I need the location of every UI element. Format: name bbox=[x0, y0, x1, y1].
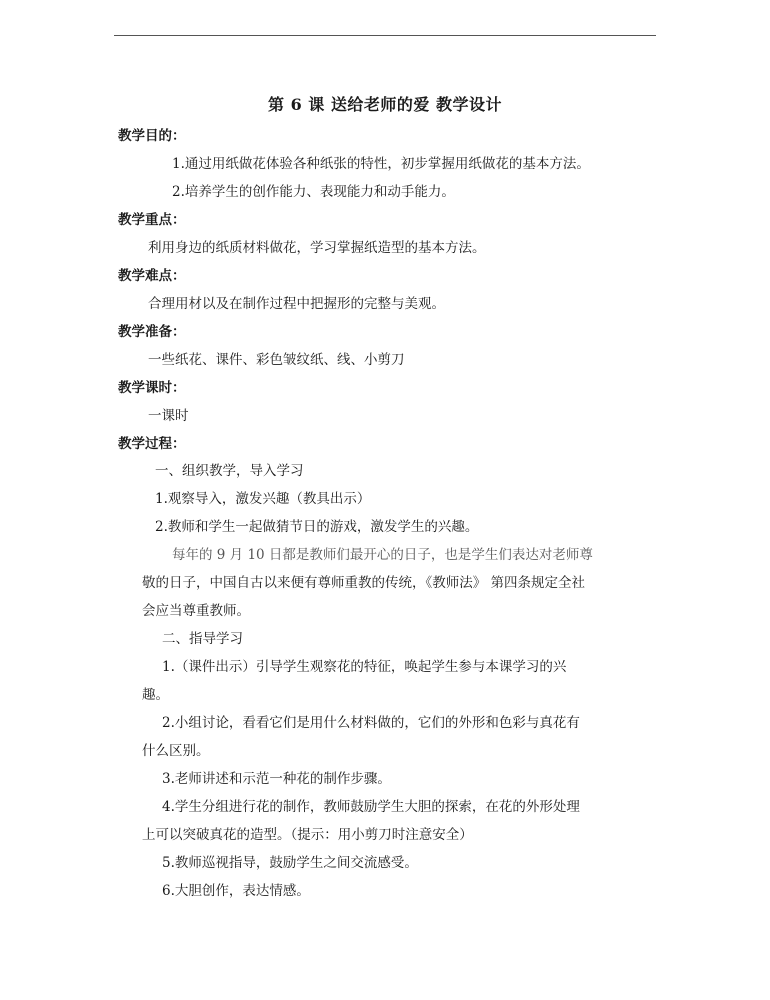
document-title: 第 6 课 送给老师的爱 教学设计 bbox=[268, 95, 502, 114]
section-2-title: 二、指导学习 bbox=[162, 631, 243, 647]
preparation-heading: 教学准备： bbox=[118, 324, 186, 340]
objectives-heading: 教学目的： bbox=[118, 128, 186, 144]
difficulties-text: 合理用材以及在制作过程中把握形的完整与美观。 bbox=[148, 296, 445, 312]
section-2-item-5: 5.教师巡视指导，鼓励学生之间交流感受。 bbox=[162, 855, 418, 871]
section-2-item-6: 6.大胆创作，表达情感。 bbox=[162, 883, 310, 899]
key-points-heading: 教学重点： bbox=[118, 212, 186, 228]
section-1-item-1: 1.观察导入，激发兴趣（教具出示） bbox=[155, 491, 371, 507]
section-2-item-4-line-1: 4.学生分组进行花的制作，教师鼓励学生大胆的探索，在花的外形处理 bbox=[162, 799, 580, 815]
objective-item-2: 2.培养学生的创作能力、表现能力和动手能力。 bbox=[172, 184, 455, 200]
difficulties-heading: 教学难点： bbox=[118, 268, 186, 284]
duration-text: 一课时 bbox=[148, 408, 189, 424]
key-points-text: 利用身边的纸质材料做花，学习掌握纸造型的基本方法。 bbox=[148, 240, 486, 256]
section-1-item-2: 2.教师和学生一起做猜节日的游戏，激发学生的兴趣。 bbox=[155, 519, 479, 535]
section-2-item-4-line-2: 上可以突破真花的造型。（提示：用小剪刀时注意安全） bbox=[142, 827, 473, 843]
section-1-paragraph-line-2: 敬的日子，中国自古以来便有尊师重教的传统，《教师法》 第四条规定全社 bbox=[142, 575, 586, 591]
duration-heading: 教学课时： bbox=[118, 380, 186, 396]
header-rule bbox=[114, 35, 656, 36]
section-2-item-2-line-1: 2.小组讨论，看看它们是用什么材料做的，它们的外形和色彩与真花有 bbox=[162, 715, 580, 731]
section-2-item-1-line-1: 1.（课件出示）引导学生观察花的特征，唤起学生参与本课学习的兴 bbox=[162, 659, 567, 675]
process-heading: 教学过程： bbox=[118, 436, 186, 452]
section-1-paragraph-line-3: 会应当尊重教师。 bbox=[142, 603, 250, 619]
preparation-text: 一些纸花、课件、彩色皱纹纸、线、小剪刀 bbox=[148, 352, 405, 368]
objective-item-1: 1.通过用纸做花体验各种纸张的特性，初步掌握用纸做花的基本方法。 bbox=[172, 156, 590, 172]
section-2-item-1-line-2: 趣。 bbox=[142, 687, 169, 703]
section-1-title: 一、组织教学，导入学习 bbox=[155, 463, 304, 479]
section-1-paragraph-line-1: 每年的 9 月 10 日都是教师们最开心的日子，也是学生们表达对老师尊 bbox=[172, 547, 593, 563]
section-2-item-3: 3.老师讲述和示范一种花的制作步骤。 bbox=[162, 771, 391, 787]
section-2-item-2-line-2: 什么区别。 bbox=[142, 743, 210, 759]
